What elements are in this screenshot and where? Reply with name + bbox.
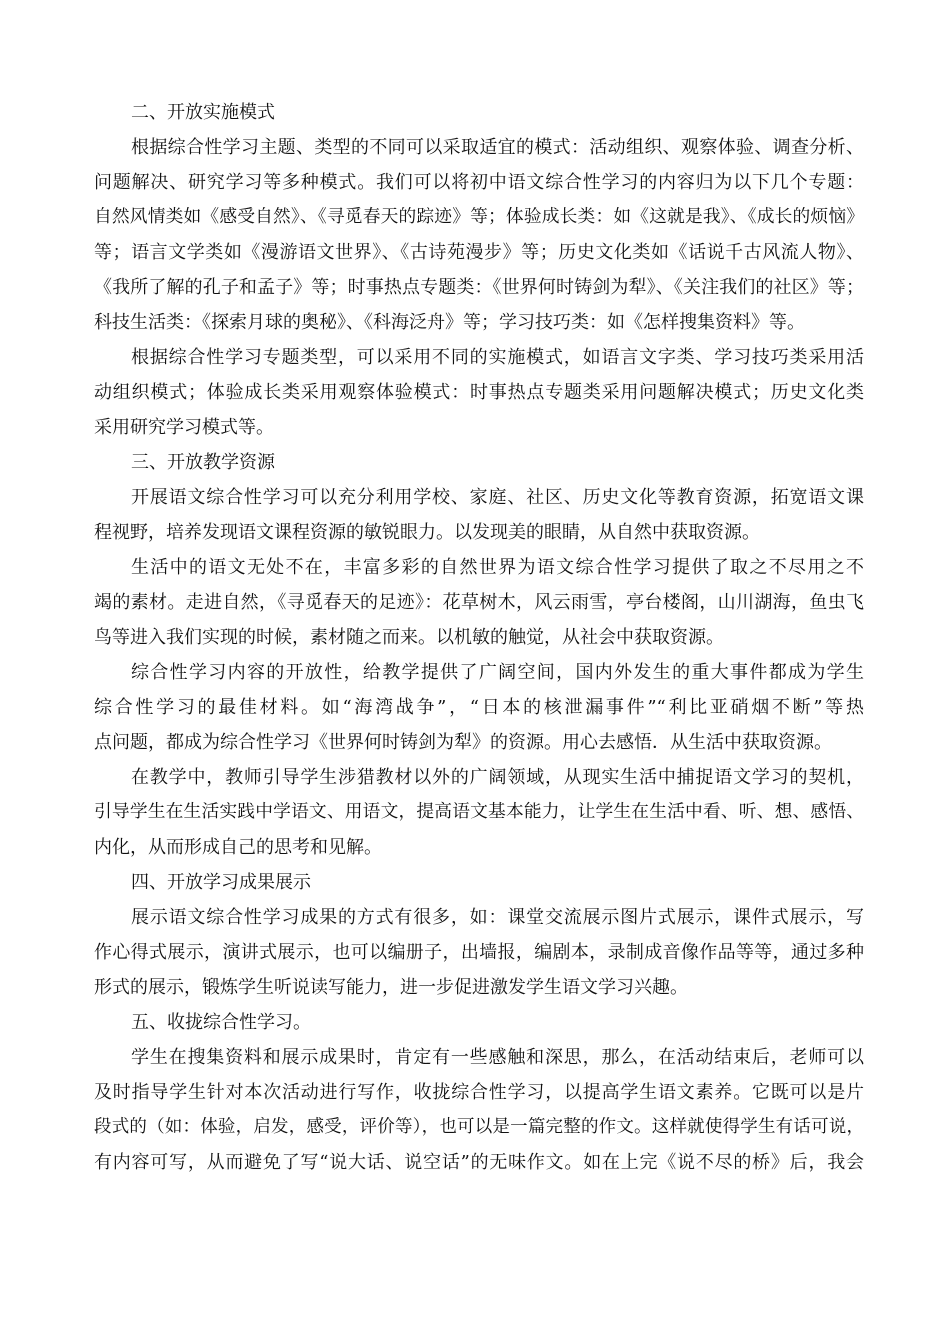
text-line: 采用研究学习模式等。: [94, 417, 274, 438]
text-line: 根据综合性学习专题类型，可以采用不同的实施模式，如语言文字类、学习技巧类采用活: [131, 347, 864, 368]
paragraph: [94, 655, 864, 760]
text-line: 程视野，培养发现语文课程资源的敏锐眼力。以发现美的眼睛，从自然中获取资源。: [94, 522, 760, 543]
section-heading: 四、开放学习成果展示: [131, 872, 311, 893]
text-line: 及时指导学生针对本次活动进行写作，收拢综合性学习，以提高学生语文素养。它既可以是片: [94, 1082, 864, 1103]
section-heading: 五、收拢综合性学习。: [131, 1012, 311, 1033]
paragraph: [94, 760, 864, 865]
text-line: 展示语文综合性学习成果的方式有很多，如：课堂交流展示图片式展示，课件式展示，写: [131, 907, 864, 928]
paragraph: [94, 1040, 864, 1180]
text-line: 动组织模式；体验成长类采用观察体验模式：时事热点专题类采用问题解决模式；历史文化类: [94, 382, 864, 403]
text-line: 等；语言文学类如《漫游语文世界》、《古诗苑漫步》等；历史文化类如《话说千古风流人物》、: [94, 242, 864, 263]
text-line: 有内容可写，从而避免了写“说大话、说空话”的无味作文。如在上完《说不尽的桥》后，我会: [94, 1152, 864, 1173]
paragraph: [94, 900, 864, 1005]
text-line: 问题解决、研究学习等多种模式。我们可以将初中语文综合性学习的内容归为以下几个专题：: [94, 172, 864, 193]
text-line: 根据综合性学习主题、类型的不同可以采取适宜的模式：活动组织、观察体验、调查分析、: [131, 137, 864, 158]
paragraph: [94, 130, 864, 340]
text-line: 《我所了解的孔子和孟子》等；时事热点专题类：《世界何时铸剑为犁》、《关注我们的社区》等；: [94, 277, 864, 298]
text-line: 综合性学习的最佳材料。如“海湾战争”，“日本的核泄漏事件”“利比亚硝烟不断”等热: [94, 697, 864, 718]
document-page: [94, 95, 864, 1180]
text-line: 科技生活类：《探索月球的奥秘》、《科海泛舟》等；学习技巧类：如《怎样搜集资料》等。: [94, 312, 805, 333]
text-line: 鸟等进入我们实现的时候，素材随之而来。以机敏的触觉，从社会中获取资源。: [94, 627, 724, 648]
paragraph: [94, 480, 864, 550]
text-line: 点问题，都成为综合性学习《世界何时铸剑为犁》的资源。用心去感悟．从生活中获取资源。: [94, 732, 832, 753]
text-line: 作心得式展示，演讲式展示，也可以编册子，出墙报，编剧本，录制成音像作品等等，通过多种: [94, 942, 864, 963]
text-line: 形式的展示，锻炼学生听说读写能力，进一步促进激发学生语文学习兴趣。: [94, 977, 688, 998]
text-line: 生活中的语文无处不在，丰富多彩的自然世界为语文综合性学习提供了取之不尽用之不: [131, 557, 864, 578]
text-line: 学生在搜集资料和展示成果时，肯定有一些感触和深思，那么，在活动结束后，老师可以: [131, 1047, 864, 1068]
paragraph: [94, 340, 864, 445]
section-heading: 二、开放实施模式: [131, 102, 275, 123]
text-line: 内化，从而形成自己的思考和见解。: [94, 837, 382, 858]
text-line: 引导学生在生活实践中学语文、用语文，提高语文基本能力，让学生在生活中看、听、想、感悟、: [94, 802, 864, 822]
paragraph: [94, 550, 864, 655]
section-heading: 三、开放教学资源: [131, 452, 275, 473]
text-line: 综合性学习内容的开放性，给教学提供了广阔空间，国内外发生的重大事件都成为学生: [131, 662, 864, 683]
text-line: 开展语文综合性学习可以充分利用学校、家庭、社区、历史文化等教育资源，拓宽语文课: [131, 487, 864, 508]
text-line: 在教学中，教师引导学生涉猎教材以外的广阔领域，从现实生活中捕捉语文学习的契机，: [131, 767, 864, 788]
text-line: 段式的（如：体验，启发，感受，评价等），也可以是一篇完整的作文。这样就使得学生有话可说，: [94, 1117, 864, 1137]
text-line: 自然风情类如《感受自然》、《寻觅春天的踪迹》等；体验成长类：如《这就是我》、《成长的烦恼》: [94, 207, 864, 227]
text-line: 竭的素材。走进自然，《寻觅春天的足迹》：花草树木，风云雨雪，亭台楼阁，山川湖海，鱼虫飞: [94, 592, 864, 613]
